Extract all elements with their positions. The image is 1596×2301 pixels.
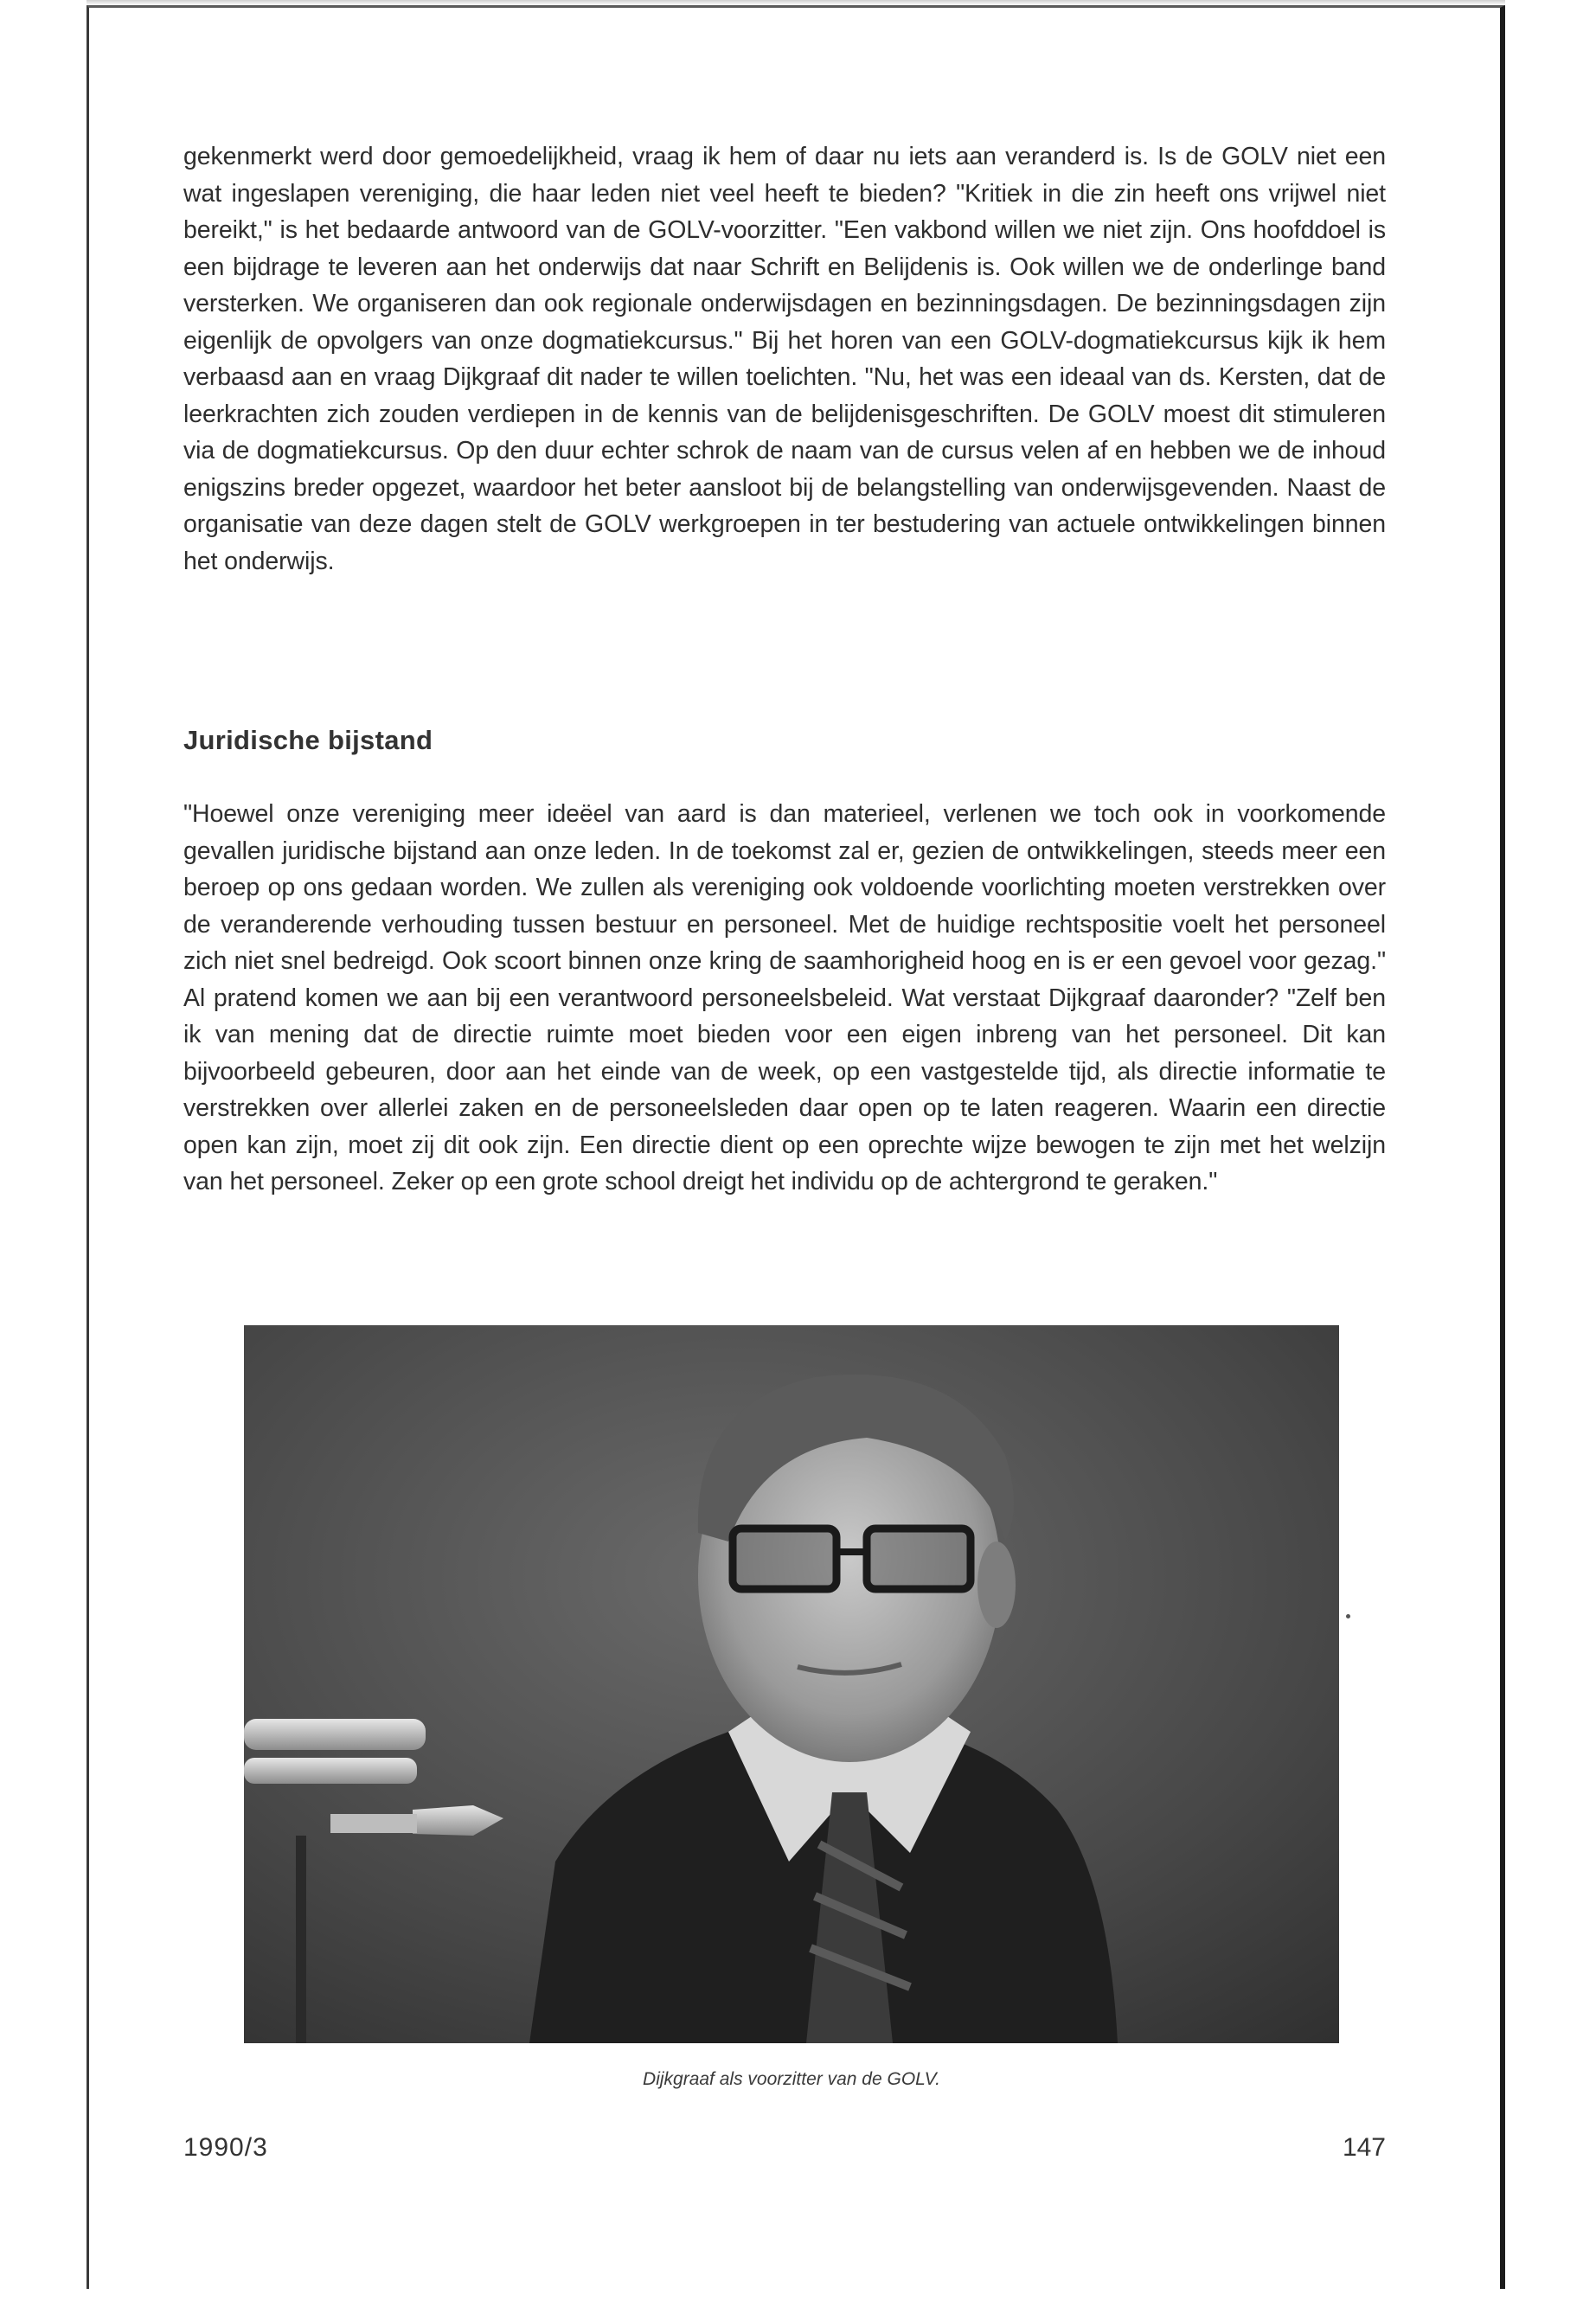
portrait-photo — [244, 1325, 1339, 2043]
section-paragraph: "Hoewel onze vereniging meer ideëel van aard is dan materieel, verlenen we toch ook in voorkomende gevallen juridische bijstand aan onze leden. In de toekomst zal er, gezien de ontwikkelingen, steeds meer een beroep op ons gedaan worden. We zullen als vereniging ook voldoende voorlichting moeten verstrekken over de veranderende verhouding tussen bestuur en personeel. Met de huidige rechtspositie voelt het personeel zich niet snel bedreigd. Ook scoort binnen onze kring de saamhorigheid hoog en is er een gevoel voor gezag." Al pratend komen we aan bij een verantwoord personeelsbeleid. Wat verstaat Dijkgraaf daaronder? "Zelf ben ik van mening dat de directie ruimte moet bieden voor een eigen inbreng van het personeel. Dit kan bijvoorbeeld gebeuren, door aan het einde van de week, op een vastgestelde tijd, als directie informatie te verstrekken over allerlei zaken en de personeelsleden daar open op te laten reageren. Waarin een directie open kan zijn, moet zij dit ook zijn. Een directie dient op een oprechte wijze bewogen te zijn met het welzijn van het personeel. Zeker op een grote school dreigt het individu op de achtergrond te geraken." — [183, 800, 1386, 1195]
section-heading: Juridische bijstand — [183, 725, 433, 755]
intro-paragraph: gekenmerkt werd door gemoedelijkheid, vraag ik hem of daar nu iets aan veranderd is. Is de GOLV niet een wat ingeslapen vereniging, die haar leden niet veel heeft te bieden? "Kritiek in die zin heeft ons vrijwel niet bereikt," is het bedaarde antwoord van de GOLV-voorzitter. "Een vakbond willen we niet zijn. Ons hoofddoel is een bijdrage te leveren aan het onderwijs dat naar Schrift en Belijdenis is. Ook willen we de onderlinge band versterken. We organiseren dan ook regionale onderwijsdagen en bezinningsdagen. De bezinningsdagen zijn eigenlijk de opvolgers van onze dogmatiekcursus." Bij het horen van een GOLV-dogmatiekcursus kijk ik hem verbaasd aan en vraag Dijkgraaf dit nader te willen toelichten. "Nu, het was een ideaal van ds. Kersten, dat de leerkrachten zich zouden verdiepen in de kennis van de belijdenisgeschriften. De GOLV moest dit stimuleren via de dogmatiekcursus. Op den duur echter schrok de naam van de cursus velen af en hebben we de inhoud enigszins breder opgezet, waardoor het beter aansloot bij de belangstelling van onderwijsgevenden. Naast de organisatie van deze dagen stelt de GOLV werkgroepen in ter bestudering van actuele ontwikkelingen binnen het onderwijs. — [183, 143, 1386, 575]
page-number: 147 — [1342, 2133, 1386, 2162]
photo-caption: Dijkgraaf als voorzitter van de GOLV. — [643, 2069, 940, 2089]
scan-speck — [1346, 1614, 1350, 1618]
issue-number: 1990/3 — [183, 2133, 268, 2162]
